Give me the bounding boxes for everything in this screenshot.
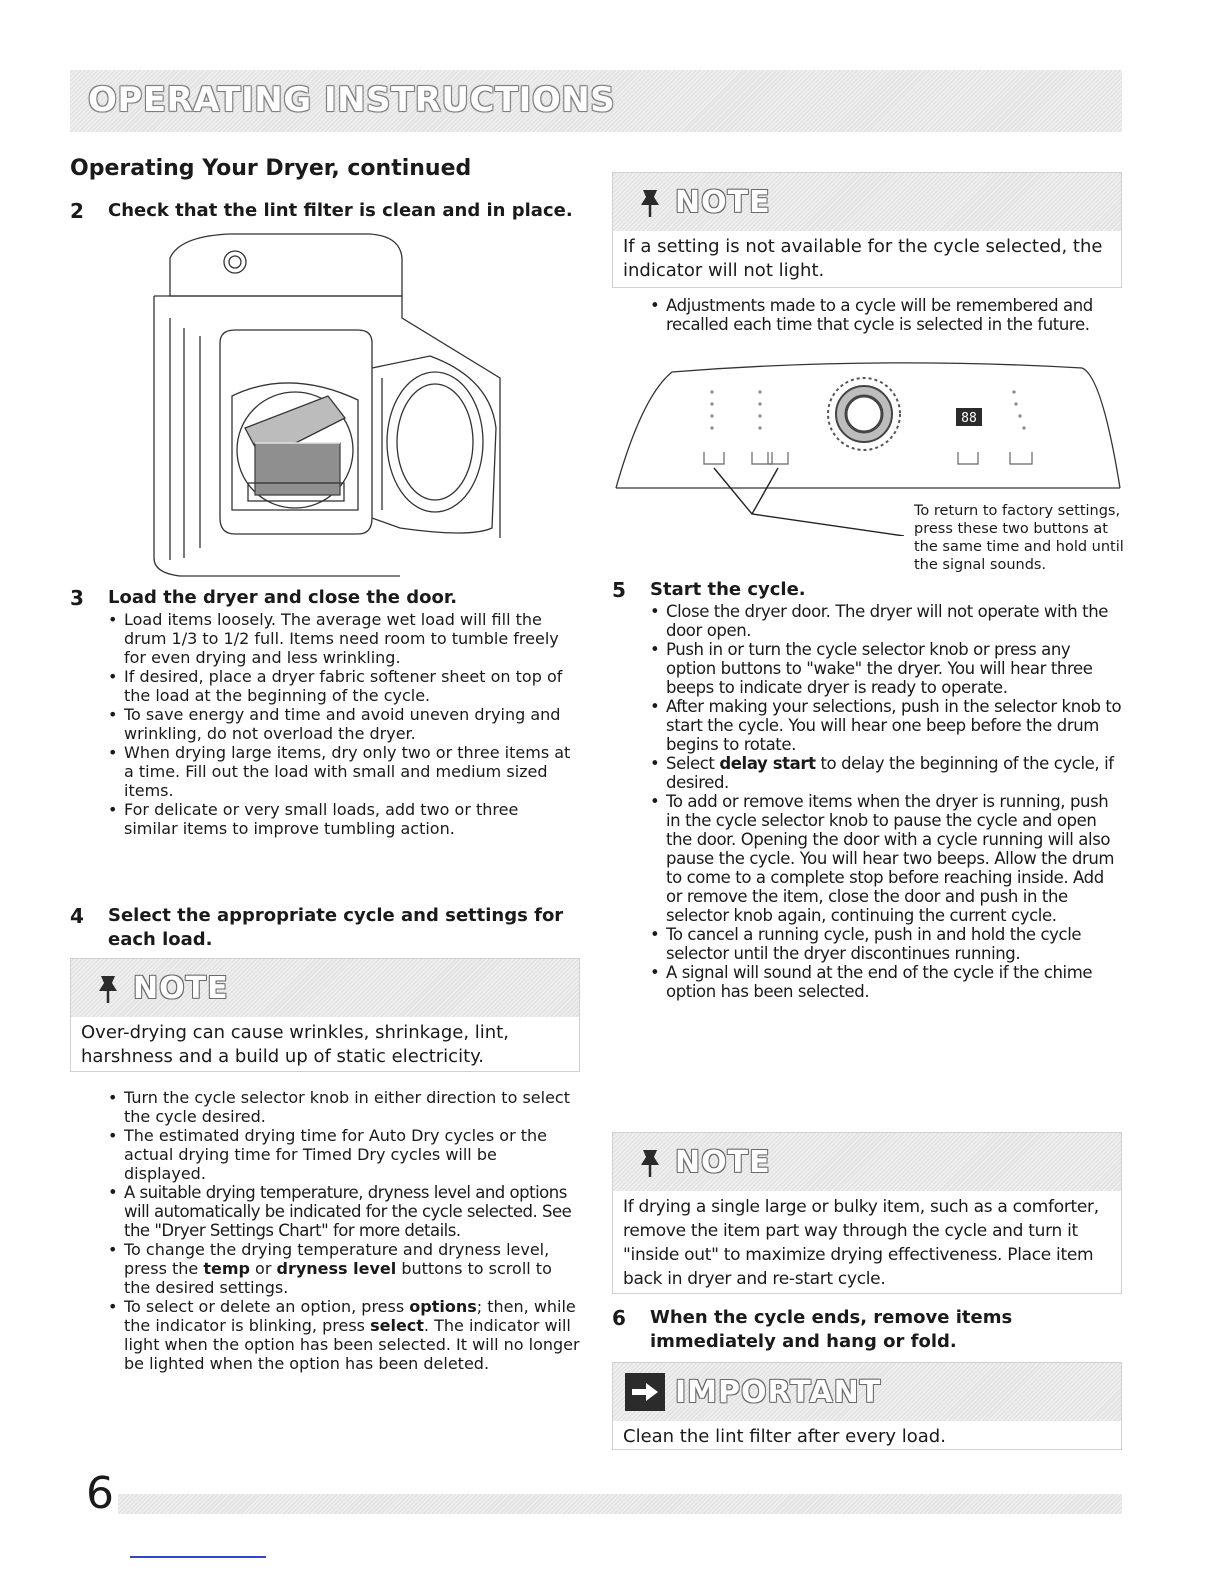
note-title: NOTE (675, 185, 771, 220)
list-item: • The estimated drying time for Auto Dry cycles or the actual drying time for Timed Dry cycles will be displayed. (106, 1126, 580, 1183)
dryer-open-door-illustration (140, 228, 510, 588)
note-header (71, 959, 579, 1017)
note-box (612, 1132, 1122, 1294)
list-item: • After making your selections, push in the selector knob to start the cycle. You will hear one beep before the drum begins to rotate. (648, 697, 1124, 754)
step-number: 5 (612, 578, 626, 602)
important-title: IMPORTANT (675, 1375, 882, 1410)
list-item: • To cancel a running cycle, push in and hold the cycle selector until the dryer discontinues running. (648, 925, 1124, 963)
step-3-bullet-list (106, 610, 576, 838)
step-5 (612, 578, 1124, 602)
list-item: • Close the dryer door. The dryer will not operate with the door open. (648, 602, 1124, 640)
list-item: • When drying large items, dry only two or three items at a time. Fill out the load with small and medium sized items. (106, 743, 576, 800)
page-title: OPERATING INSTRUCTIONS (88, 80, 616, 120)
pushpin-icon (635, 1147, 665, 1179)
note-box (70, 958, 580, 1072)
page-number: 6 (86, 1468, 114, 1519)
step-text: Load the dryer and close the door. (108, 587, 458, 608)
note-text: If drying a single large or bulky item, such as a comforter, remove the item part way through the cycle and turn it "inside out" to maximize drying effectiveness. Place item back in dryer and re-start cycle. (623, 1197, 1099, 1289)
header-band (70, 70, 1122, 132)
list-item: • A signal will sound at the end of the cycle if the chime option has been selected. (648, 963, 1124, 1001)
list-item: • Adjustments made to a cycle will be remembered and recalled each time that cycle is selected in the future. (648, 296, 1124, 334)
list-item: • Select delay start to delay the beginning of the cycle, if desired. (648, 754, 1124, 792)
step-text: Start the cycle. (650, 579, 806, 600)
step-text: Check that the lint filter is clean and in place. (108, 200, 573, 221)
important-box (612, 1362, 1122, 1450)
step-number: 3 (70, 586, 84, 610)
step-6 (612, 1306, 1124, 1354)
important-header (613, 1363, 1121, 1421)
step-text: When the cycle ends, remove items immediately and hang or fold. (650, 1307, 1013, 1352)
note-box (612, 172, 1122, 288)
note-text: If a setting is not available for the cycle selected, the indicator will not light. (623, 236, 1103, 281)
step-4-bullet-list (106, 1088, 580, 1373)
section-title: Operating Your Dryer, continued (70, 156, 472, 181)
arrow-right-icon (625, 1373, 665, 1411)
pushpin-icon (635, 187, 665, 219)
pushpin-icon (93, 973, 123, 1005)
note-header (613, 1133, 1121, 1191)
list-item: • To add or remove items when the dryer is running, push in the cycle selector knob to pause the cycle and open the door. Opening the door with a cycle running will also pause the cycle. You will hear two beeps. Allow the drum to come to a complete stop before reaching inside. Add or remove the item, close the door and push in the selector knob again, continuing the current cycle. (648, 792, 1124, 925)
factory-settings-caption: To return to factory settings, press these two buttons at the same time and hold until the signal sounds. (914, 503, 1124, 573)
note-header (613, 173, 1121, 231)
footer-link-line[interactable] (130, 1556, 266, 1558)
list-item: • For delicate or very small loads, add two or three similar items to improve tumbling action. (106, 800, 576, 838)
list-item: • To save energy and time and avoid uneven drying and wrinkling, do not overload the dryer. (106, 705, 576, 743)
important-text: Clean the lint filter after every load. (623, 1426, 946, 1447)
list-item: • Turn the cycle selector knob in either direction to select the cycle desired. (106, 1088, 580, 1126)
list-item: • Push in or turn the cycle selector knob or press any option buttons to "wake" the dryer. You will hear three beeps to indicate dryer is ready to operate. (648, 640, 1124, 697)
step-2 (70, 199, 582, 223)
step-3 (70, 586, 582, 610)
step-number: 2 (70, 199, 84, 223)
step-number: 4 (70, 904, 84, 928)
note-text: Over-drying can cause wrinkles, shrinkage, lint, harshness and a build up of static electricity. (81, 1022, 509, 1067)
list-item: • To select or delete an option, press options; then, while the indicator is blinking, press select. The indicator will light when the option has been selected. It will no longer be lighted when the option has been deleted. (106, 1297, 580, 1373)
adjustments-bullet-list (648, 296, 1124, 334)
note-title: NOTE (675, 1145, 771, 1180)
list-item: • If desired, place a dryer fabric softener sheet on top of the load at the beginning of the cycle. (106, 667, 576, 705)
list-item: • A suitable drying temperature, dryness level and options will automatically be indicated for the cycle selected. See the "Dryer Settings Chart" for more details. (106, 1183, 580, 1240)
list-item: • Load items loosely. The average wet load will fill the drum 1/3 to 1/2 full. Items need room to tumble freely for even drying and less wrinkling. (106, 610, 576, 667)
step-number: 6 (612, 1306, 626, 1330)
step-text: Select the appropriate cycle and settings for each load. (108, 905, 564, 950)
step-5-bullet-list (648, 602, 1124, 1001)
footer-band (118, 1494, 1122, 1514)
note-title: NOTE (133, 971, 229, 1006)
list-item: • To change the drying temperature and dryness level, press the temp or dryness level buttons to scroll to the desired settings. (106, 1240, 580, 1297)
step-4 (70, 904, 582, 952)
display-readout: 88 (961, 411, 977, 426)
